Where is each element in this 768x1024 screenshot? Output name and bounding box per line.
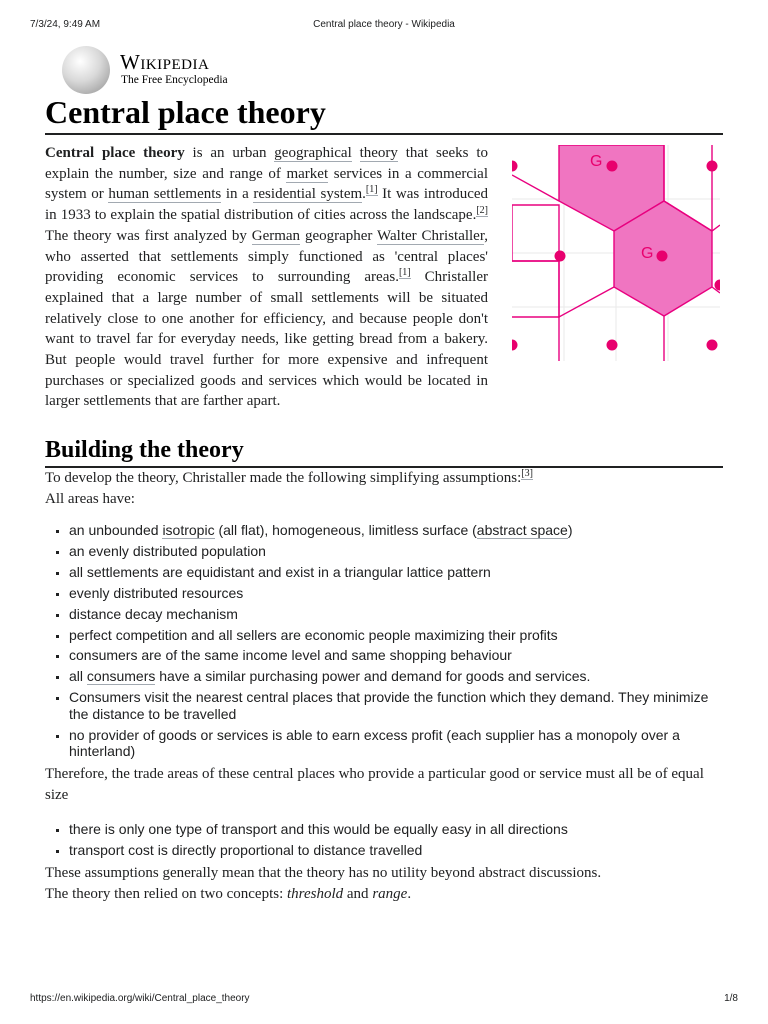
list-item: ▪ an evenly distributed population bbox=[69, 543, 723, 560]
list-item bbox=[69, 668, 723, 685]
citation[interactable] bbox=[476, 205, 488, 217]
concepts-text: The theory then relied on two concepts: bbox=[45, 885, 288, 902]
lead-text: , who asserted that settlements simply functioned as 'central places' providing economic services to surrounding areas. bbox=[45, 227, 488, 286]
citation-2[interactable]: [2] bbox=[476, 205, 488, 217]
list-item-text: (all flat), homogeneous, limitless surface ( bbox=[214, 522, 477, 539]
list-item bbox=[69, 522, 723, 539]
citation[interactable] bbox=[366, 184, 378, 196]
lead-text: . bbox=[362, 186, 366, 203]
list-item: ▪ perfect competition and all sellers are economic people maximizing their profits bbox=[69, 627, 723, 644]
term-range: range bbox=[372, 885, 408, 902]
lead-text: services in a commercial system or bbox=[45, 165, 488, 203]
link-human-settlements[interactable]: human settlements bbox=[108, 186, 222, 203]
link-walter-christaller[interactable]: Walter Christaller bbox=[377, 227, 485, 244]
wikipedia-tagline: The Free Encyclopedia bbox=[121, 74, 228, 86]
hexagon-figure[interactable] bbox=[512, 145, 720, 361]
develop-text: To develop the theory, Christaller made the following simplifying assumptions: bbox=[45, 470, 522, 487]
lead-text bbox=[352, 145, 360, 161]
list-item: ▪ all settlements are equidistant and exist in a triangular lattice pattern bbox=[69, 564, 723, 581]
print-page-title: Central place theory - Wikipedia bbox=[313, 19, 455, 30]
these-assumptions-paragraph: These assumptions generally mean that the theory has no utility beyond abstract discussions. bbox=[45, 864, 602, 881]
citation-1[interactable]: [1] bbox=[365, 184, 378, 196]
wikipedia-wordmark: Wikipedia bbox=[120, 50, 210, 74]
lead-text: It was introduced in 1933 to explain the spatial distribution of cities across the landscape. bbox=[45, 186, 489, 224]
central-place-label-2: G bbox=[641, 245, 654, 262]
citation[interactable] bbox=[521, 468, 533, 480]
lead-text: The theory was first analyzed by bbox=[45, 227, 252, 244]
lead-paragraph bbox=[45, 143, 488, 412]
list-item-text: all bbox=[69, 668, 87, 685]
link-consumers[interactable]: consumers bbox=[86, 668, 156, 685]
lead-text: is an urban bbox=[184, 145, 275, 161]
list-item: ▪ distance decay mechanism bbox=[69, 606, 723, 623]
link-market[interactable]: market bbox=[286, 165, 329, 182]
list-item: ▪ evenly distributed resources bbox=[69, 585, 723, 602]
print-datetime: 7/3/24, 9:49 AM bbox=[30, 19, 101, 30]
term-threshold: threshold bbox=[287, 885, 344, 902]
wikipedia-globe-icon bbox=[62, 46, 110, 94]
wikipedia-logo[interactable] bbox=[60, 44, 260, 94]
list-item: ▪ transport cost is directly proportional to distance travelled bbox=[69, 842, 723, 859]
list-item: ▪ consumers are of the same income level and same shopping behaviour bbox=[69, 647, 723, 664]
citation-1-repeat[interactable]: [1] bbox=[398, 267, 411, 279]
lead-text: that seeks to explain the number, size and range of bbox=[45, 145, 488, 182]
hexagon-diagram bbox=[512, 145, 720, 361]
citation[interactable] bbox=[399, 267, 411, 279]
print-url: https://en.wikipedia.org/wiki/Central_place_theory bbox=[30, 993, 250, 1004]
lead-text: geographer bbox=[300, 227, 378, 244]
section-heading-building-the-theory: Building the theory bbox=[45, 434, 723, 468]
intro-section bbox=[45, 143, 723, 412]
print-page-number: 1/8 bbox=[724, 993, 738, 1004]
link-geographical[interactable]: geographical bbox=[274, 145, 352, 161]
therefore-paragraph: Therefore, the trade areas of these central places who provide a particular good or service must all be of equal size bbox=[45, 766, 704, 804]
list-item-text: have a similar purchasing power and demand for goods and services. bbox=[155, 668, 591, 685]
link-german[interactable]: German bbox=[251, 227, 301, 244]
link-theory[interactable]: theory bbox=[359, 145, 398, 161]
link-isotropic[interactable]: isotropic bbox=[162, 522, 215, 539]
transport-assumptions-list bbox=[45, 821, 723, 858]
list-item-text: ) bbox=[567, 522, 573, 539]
central-place-label-1: G bbox=[590, 153, 603, 170]
list-item-text: an unbounded bbox=[69, 522, 163, 539]
list-item: ▪ Consumers visit the nearest central places that provide the function which they demand. They minimize the distance to be travelled bbox=[69, 689, 723, 722]
lead-text: in a bbox=[221, 186, 254, 203]
list-item: ▪ there is only one type of transport and this would be equally easy in all directions bbox=[69, 821, 723, 838]
article-content bbox=[45, 92, 723, 905]
link-residential-system[interactable]: residential system bbox=[253, 186, 363, 203]
two-concepts-paragraph bbox=[45, 884, 723, 905]
page-title: Central place theory bbox=[45, 92, 723, 135]
link-abstract-space[interactable]: abstract space bbox=[476, 522, 568, 539]
assumptions-list bbox=[45, 522, 723, 760]
concepts-text: . bbox=[407, 885, 412, 902]
develop-paragraph bbox=[45, 468, 723, 489]
list-item: ▪ no provider of goods or services is able to earn excess profit (each supplier has a monopoly over a hinterland) bbox=[69, 727, 723, 760]
lead-text: Christaller explained that a large number of small settlements will be situated relatively close to one another for efficiency, and because people don't want to travel far for everyday needs, like getting bread from a bakery. But people would travel further for more expensive and infrequent purchases or specialized goods and services which would be located in larger settlements that are farther apart. bbox=[45, 269, 488, 410]
all-areas-paragraph: All areas have: bbox=[45, 491, 135, 508]
citation-3[interactable]: [3] bbox=[521, 468, 533, 480]
lead-bold-term: Central place theory bbox=[45, 145, 185, 161]
concepts-text: and bbox=[343, 885, 373, 902]
